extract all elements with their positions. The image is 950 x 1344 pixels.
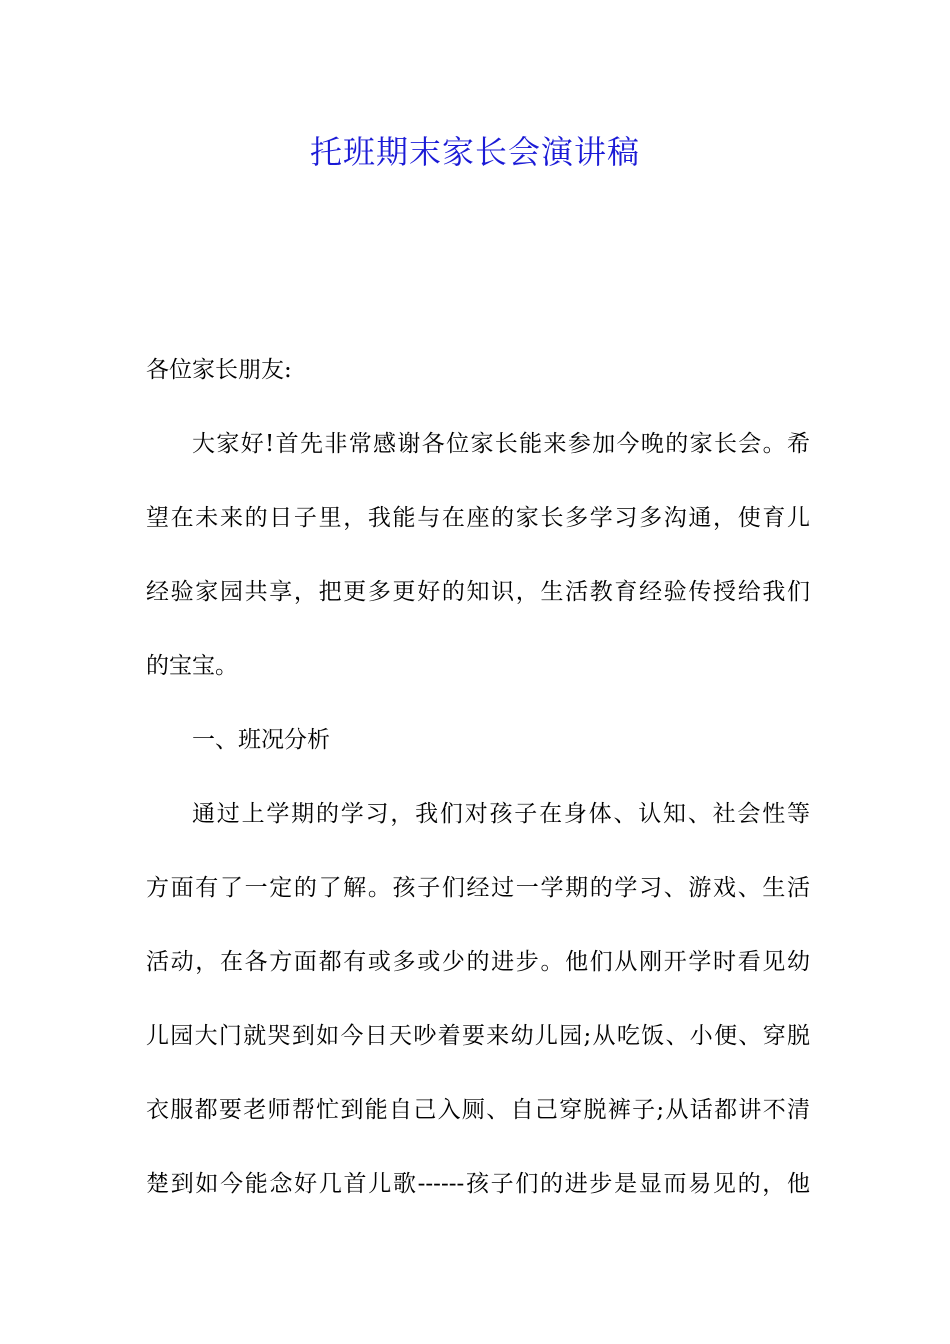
paragraph-class-analysis xyxy=(146,777,810,1221)
salutation: 各位家长朋友: xyxy=(146,357,292,383)
paragraph-line: 衣服都要老师帮忙到能自己入厕、自己穿脱裤子;从话都讲不清 xyxy=(146,1097,810,1123)
section-heading: 一、班况分析 xyxy=(192,727,330,753)
paragraph-line: 经验家园共享，把更多更好的知识，生活教育经验传授给我们 xyxy=(146,579,810,605)
paragraph-line: 楚到如今能念好几首儿歌------孩子们的进步是显而易见的，他 xyxy=(146,1171,810,1197)
paragraph-line: 儿园大门就哭到如今日天吵着要来幼儿园;从吃饭、小便、穿脱 xyxy=(146,1023,810,1049)
paragraph-line: 活动，在各方面都有或多或少的进步。他们从刚开学时看见幼 xyxy=(146,949,810,975)
paragraph-line: 大家好!首先非常感谢各位家长能来参加今晚的家长会。希 xyxy=(192,431,810,457)
paragraph-line: 的宝宝。 xyxy=(146,653,238,679)
paragraph-line: 方面有了一定的了解。孩子们经过一学期的学习、游戏、生活 xyxy=(146,875,810,901)
document-title: 托班期末家长会演讲稿 xyxy=(309,133,640,171)
paragraph-line: 通过上学期的学习，我们对孩子在身体、认知、社会性等 xyxy=(192,801,810,827)
document-body xyxy=(146,333,810,1221)
paragraph-greeting xyxy=(146,407,810,703)
paragraph-line: 望在未来的日子里，我能与在座的家长多学习多沟通，使育儿 xyxy=(146,505,810,531)
section-heading-class-analysis xyxy=(146,703,810,777)
